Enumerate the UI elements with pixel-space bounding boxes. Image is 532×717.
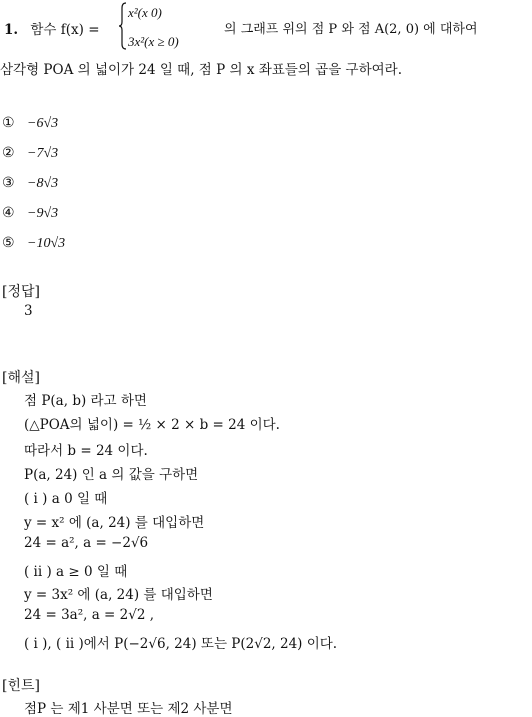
hint-text: 점P 는 제1 사분면 또는 제2 사분면 [24,701,233,717]
choice-5[interactable] [2,235,65,252]
solution-line: P(a, 24) 인 a 의 값을 구하면 [24,467,199,483]
answer-value: 3 [24,303,33,319]
choice-3-value: −8√3 [27,176,59,191]
question-line-1-rest: 의 그래프 위의 점 P 와 점 A(2, 0) 에 대하여 [224,22,478,37]
question-line-1 [4,18,100,38]
solution-line: 따라서 b = 24 이다. [24,443,148,459]
question-number: 1. [4,22,19,38]
question-line-2: 삼각형 POA 의 넓이가 24 일 때, 점 P 의 x 좌표들의 곱을 구하여라. [0,62,403,78]
solution-line: ( ii ) a ≥ 0 일 때 [24,564,128,580]
piecewise-case-1: x²(x 0) [128,5,162,20]
answer-label: [정답] [2,284,40,300]
choice-3[interactable] [2,175,58,192]
solution-line: 24 = a², a = −2√6 [24,535,149,551]
hint-label: [힌트] [2,678,40,694]
solution-line: y = x² 에 (a, 24) 를 대입하면 [24,515,205,531]
choice-4[interactable] [2,205,58,222]
solution-line: (△POA의 넓이) = ½ × 2 × b = 24 이다. [24,417,280,433]
choice-2[interactable] [2,145,58,162]
choice-3-mark: ③ [2,175,15,191]
choice-4-value: −9√3 [27,206,59,221]
choice-1-mark: ① [2,115,15,131]
question-intro: 함수 f(x) = [30,22,100,38]
piecewise-brace [118,2,128,50]
solution-label: [해설] [2,370,40,386]
solution-line: 24 = 3a², a = 2√2 , [24,607,155,623]
solution-line: 점 P(a, b) 라고 하면 [24,393,147,409]
solution-line: y = 3x² 에 (a, 24) 를 대입하면 [24,587,213,603]
choice-4-mark: ④ [2,205,15,221]
choice-5-mark: ⑤ [2,235,15,251]
solution-line: ( i ), ( ii )에서 P(−2√6, 24) 또는 P(2√2, 24) 이다. [24,636,338,652]
choice-1-value: −6√3 [27,116,59,131]
solution-line: ( i ) a 0 일 때 [24,491,108,507]
choice-1[interactable] [2,115,58,132]
choice-2-mark: ② [2,145,15,161]
piecewise-case-2: 3x²(x ≥ 0) [128,34,179,49]
choice-5-value: −10√3 [27,236,66,251]
choice-2-value: −7√3 [27,146,59,161]
